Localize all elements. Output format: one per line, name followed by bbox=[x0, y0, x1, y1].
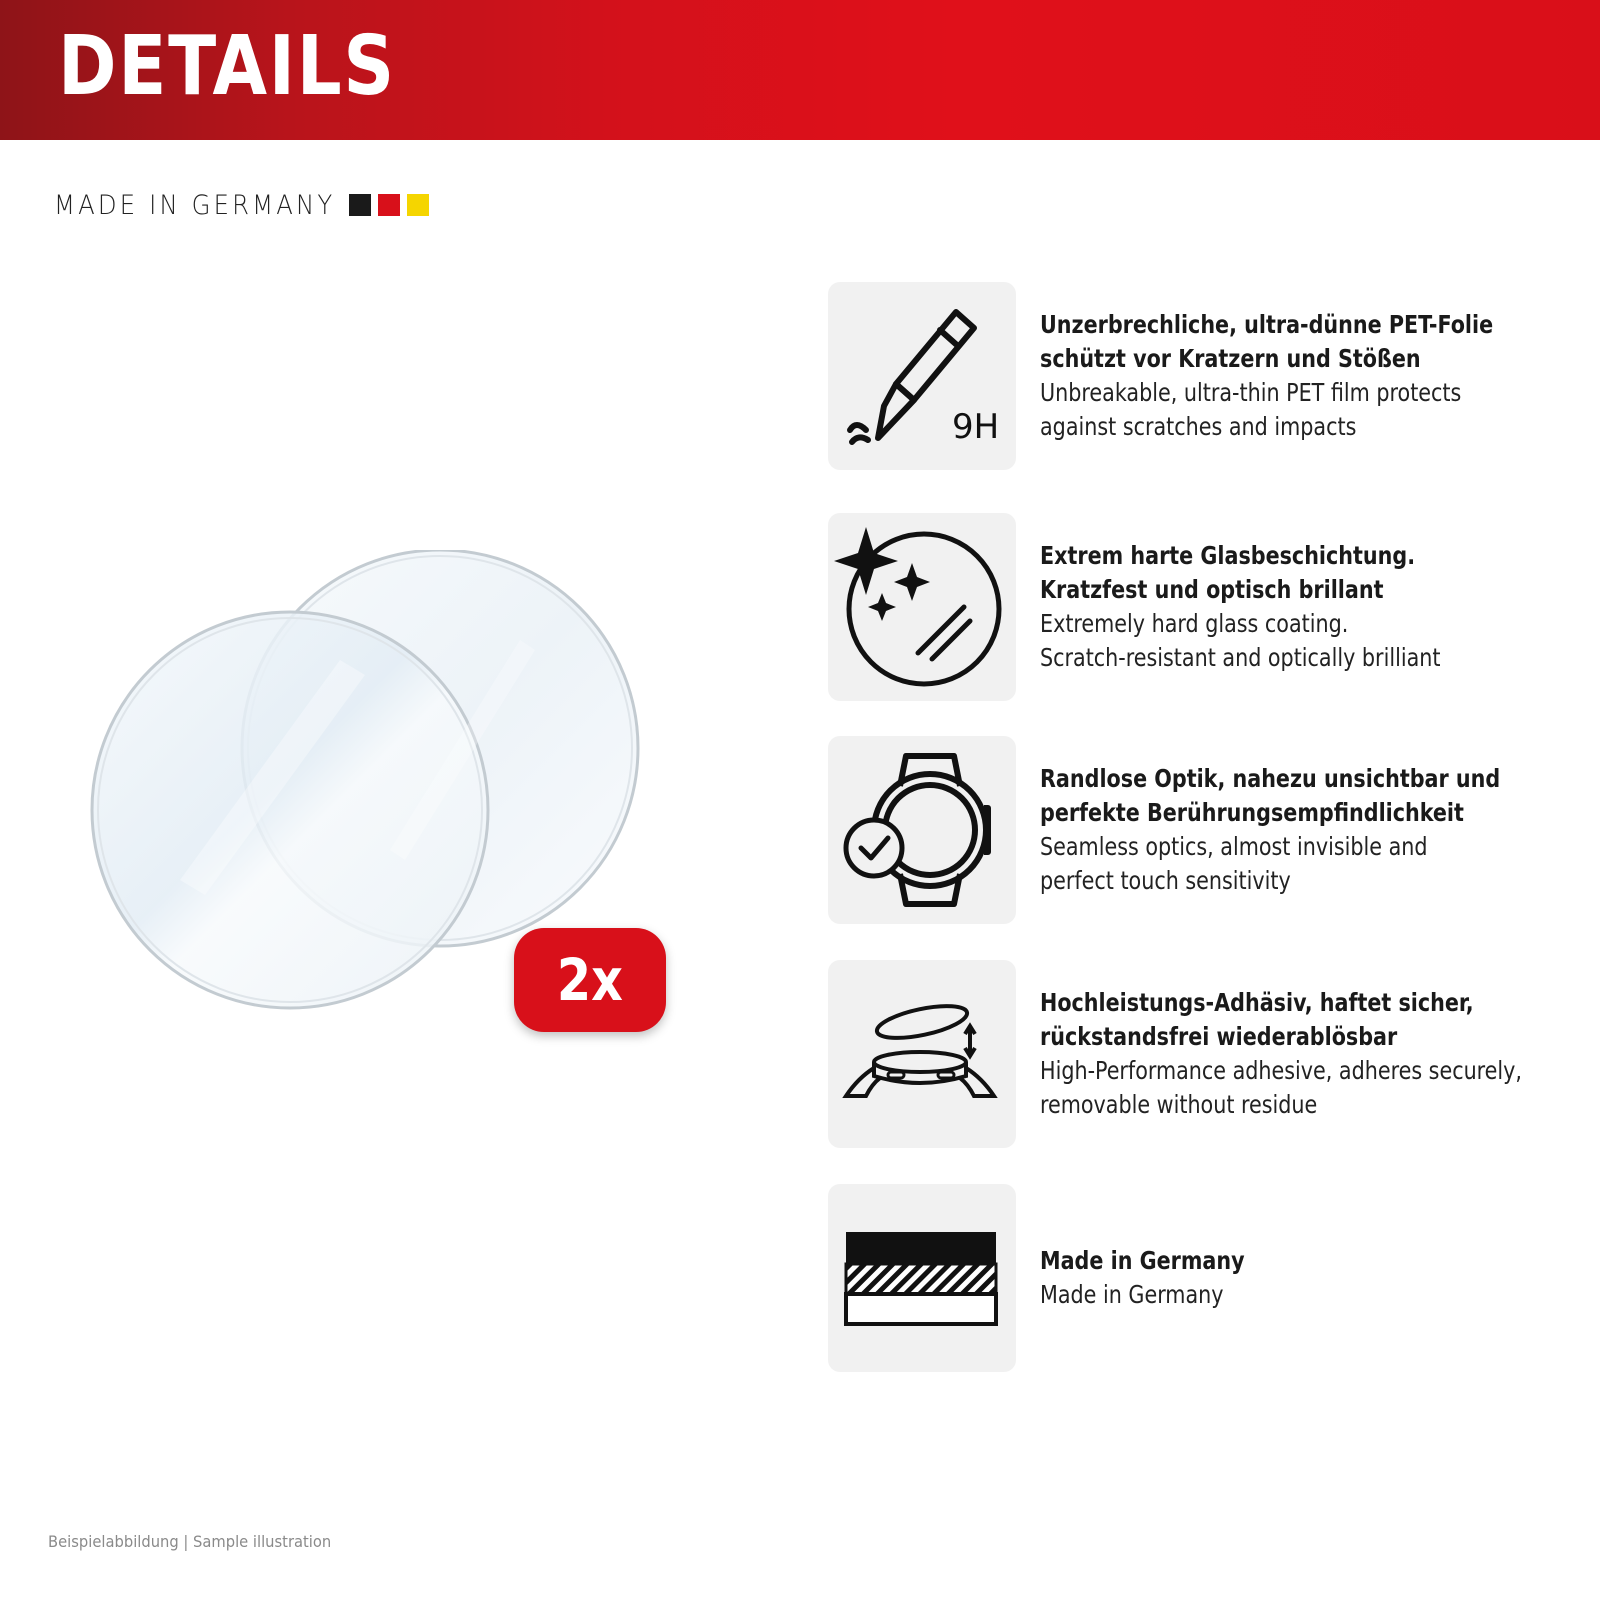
flag-gold-square bbox=[407, 194, 429, 216]
quantity-badge bbox=[514, 928, 666, 1032]
watch-check-icon bbox=[828, 736, 1016, 924]
feature-text bbox=[1040, 513, 1580, 701]
feature-item bbox=[828, 282, 1568, 470]
sparkle-glass-icon bbox=[828, 513, 1016, 701]
footer-note: Beispielabbildung | Sample illustration bbox=[48, 1532, 332, 1551]
quantity-badge-text: 2x bbox=[556, 946, 624, 1014]
feature-text bbox=[1040, 282, 1580, 470]
watch-adhesive-icon bbox=[828, 960, 1016, 1148]
feature-title-en: Made in Germany bbox=[1040, 1280, 1224, 1309]
page-title: DETAILS bbox=[58, 19, 396, 114]
feature-text bbox=[1040, 736, 1580, 924]
flag-black-square bbox=[349, 194, 371, 216]
feature-text bbox=[1040, 1184, 1580, 1372]
feature-title-de: Made in Germany bbox=[1040, 1246, 1245, 1275]
flag-red-square bbox=[378, 194, 400, 216]
feature-text bbox=[1040, 960, 1580, 1148]
feature-title-en: Unbreakable, ultra-thin PET film protects against scratches and impacts bbox=[1040, 378, 1462, 441]
feature-title-de: Hochleistungs-Adhäsiv, haftet sicher, rückstandsfrei wiederablösbar bbox=[1040, 988, 1474, 1051]
feature-item bbox=[828, 736, 1568, 924]
feature-item bbox=[828, 960, 1568, 1148]
feature-title-de: Unzerbrechliche, ultra-dünne PET-Folie schützt vor Kratzern und Stößen bbox=[1040, 310, 1494, 373]
header-banner bbox=[0, 0, 1600, 140]
layers-flag-icon bbox=[828, 1184, 1016, 1372]
feature-title-de: Randlose Optik, nahezu unsichtbar und perfekte Berührungsempfindlichkeit bbox=[1040, 764, 1501, 827]
feature-title-en: Seamless optics, almost invisible and perfect touch sensitivity bbox=[1040, 832, 1428, 895]
feature-title-de: Extrem harte Glasbeschichtung. Kratzfest und optisch brillant bbox=[1040, 541, 1416, 604]
feature-title-en: High-Performance adhesive, adheres securely, removable without residue bbox=[1040, 1056, 1522, 1119]
feature-item bbox=[828, 513, 1568, 701]
made-in-germany-row bbox=[54, 188, 436, 222]
hardness-label: 9H bbox=[952, 407, 1000, 447]
feature-item bbox=[828, 1184, 1568, 1372]
german-flag-icon bbox=[349, 194, 436, 216]
feature-title-en: Extremely hard glass coating. Scratch-resistant and optically brilliant bbox=[1040, 609, 1441, 672]
cutter-9h-icon bbox=[828, 282, 1016, 470]
made-in-label: MADE IN GERMANY bbox=[54, 189, 336, 221]
product-illustration bbox=[90, 550, 690, 1030]
